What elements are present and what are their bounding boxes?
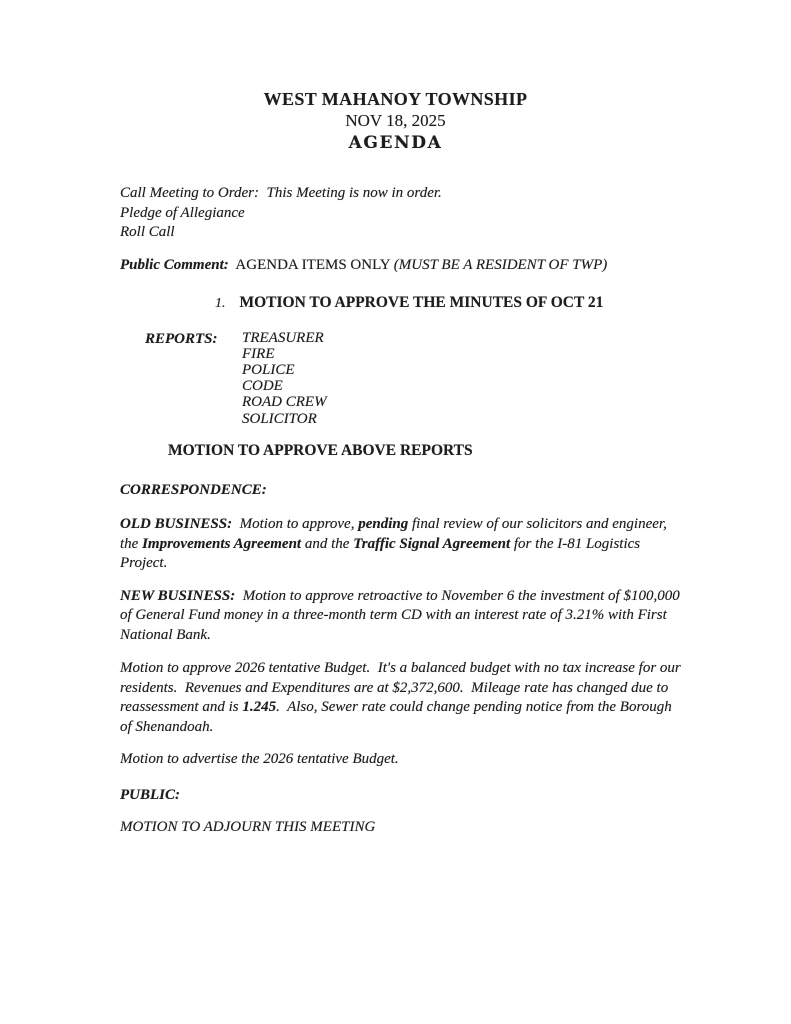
call-to-order-text: Call Meeting to Order: This Meeting is now in order. bbox=[120, 185, 442, 201]
traffic-signal-agreement-emphasis: Traffic Signal Agreement bbox=[353, 535, 511, 552]
call-to-order-line bbox=[120, 184, 686, 204]
reports-list bbox=[242, 330, 327, 427]
new-business-text: Motion to approve retroactive to November 6 the investment of $100,000 of General Fund money in a three-month term CD with an interest rate of 3.21% with First National Bank. bbox=[120, 587, 684, 643]
old-business-pending-emphasis: pending bbox=[358, 516, 409, 533]
roll-call-text: Roll Call bbox=[120, 224, 175, 240]
new-business-paragraph bbox=[120, 587, 686, 646]
roll-call-line bbox=[120, 223, 686, 243]
old-business-text: Motion to approve, bbox=[232, 516, 359, 533]
pledge-line bbox=[120, 204, 686, 224]
meeting-date: NOV 18, 2025 bbox=[345, 111, 446, 130]
correspondence-heading bbox=[120, 481, 686, 501]
report-item-fire: FIRE bbox=[242, 345, 275, 362]
budget-text: Motion to approve 2026 tentative Budget. It's a balanced budget with no tax increase for our residents. Revenues and Expenditures are at $2,372,600. Mileage rate has changed due to reassessment and is bbox=[120, 660, 685, 716]
document-header bbox=[0, 0, 791, 155]
improvements-agreement-emphasis: Improvements Agreement bbox=[142, 535, 302, 552]
report-item-code: CODE bbox=[242, 378, 283, 395]
adjourn-motion-line: MOTION TO ADJOURN THIS MEETING bbox=[120, 819, 376, 836]
minutes-motion-number: 1. bbox=[215, 296, 226, 311]
agenda-heading: AGENDA bbox=[348, 133, 443, 153]
report-item-treasurer: TREASURER bbox=[242, 329, 324, 346]
report-item-police: POLICE bbox=[242, 361, 295, 378]
mileage-rate-emphasis: 1.245 bbox=[242, 699, 277, 716]
new-business-label: NEW BUSINESS: bbox=[120, 587, 236, 604]
old-business-paragraph bbox=[120, 515, 686, 574]
old-business-text: and the bbox=[301, 535, 354, 552]
reports-section bbox=[120, 330, 686, 427]
public-comment-parenthetical: (MUST BE A RESIDENT OF TWP) bbox=[393, 256, 608, 273]
report-item-road-crew: ROAD CREW bbox=[242, 394, 327, 411]
report-item-solicitor: SOLICITOR bbox=[242, 410, 317, 427]
public-comment-text: AGENDA ITEMS ONLY bbox=[228, 256, 394, 273]
budget-paragraph bbox=[120, 659, 686, 737]
old-business-label: OLD BUSINESS: bbox=[120, 516, 233, 533]
township-title: WEST MAHANOY TOWNSHIP bbox=[263, 89, 528, 109]
old-business-text: final review of our solicitors and engineer, the bbox=[120, 516, 671, 552]
public-heading bbox=[120, 786, 686, 806]
opening-section bbox=[120, 184, 686, 243]
approve-reports-motion: MOTION TO APPROVE ABOVE REPORTS bbox=[168, 441, 473, 459]
minutes-motion-line bbox=[120, 293, 686, 314]
reports-label-text: REPORTS: bbox=[145, 330, 218, 347]
document-body bbox=[0, 184, 791, 838]
correspondence-label: CORRESPONDENCE: bbox=[120, 481, 267, 498]
reports-label bbox=[145, 330, 242, 427]
advertise-budget-line: Motion to advertise the 2026 tentative Budget. bbox=[120, 751, 399, 768]
pledge-text: Pledge of Allegiance bbox=[120, 204, 245, 221]
public-comment-label: Public Comment: bbox=[120, 256, 229, 273]
public-label: PUBLIC: bbox=[120, 786, 180, 803]
minutes-motion-text: MOTION TO APPROVE THE MINUTES OF OCT 21 bbox=[239, 294, 604, 311]
budget-text: . Also, Sewer rate could change pending notice from the Borough of Shenandoah. bbox=[120, 699, 676, 735]
old-business-text: for the I-81 Logistics Project. bbox=[120, 535, 644, 572]
public-comment-line bbox=[120, 256, 686, 276]
